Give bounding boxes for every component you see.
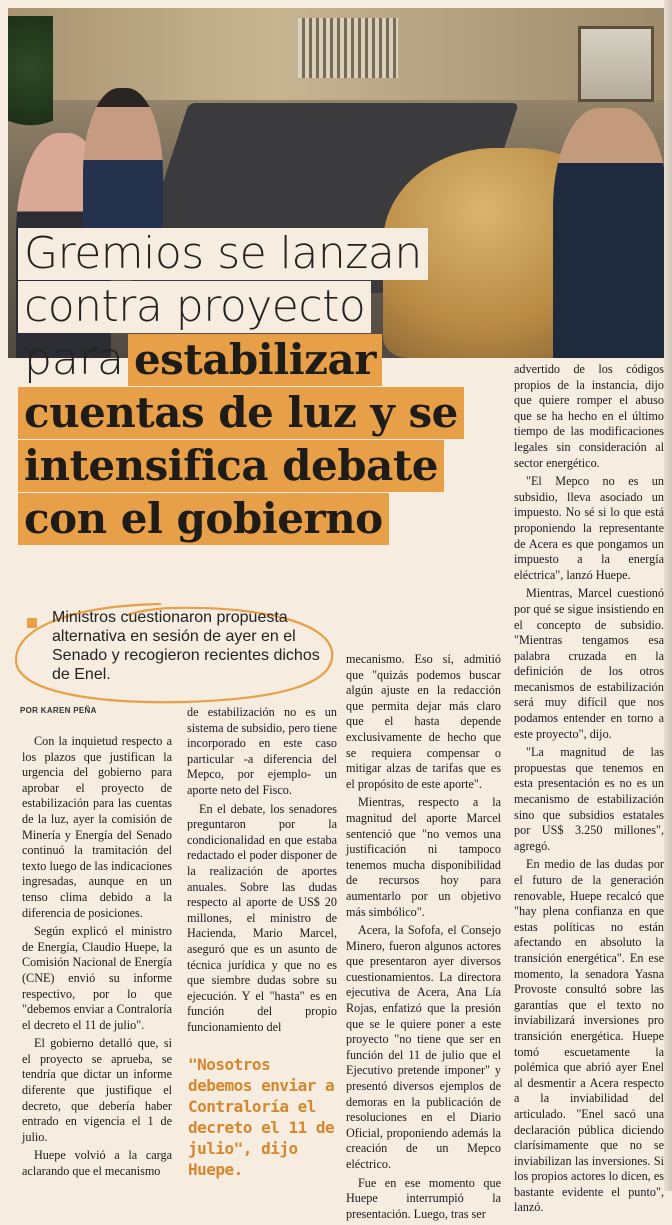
headline-line-2: contra proyecto [18,281,371,333]
article-column-1 [22,734,172,1183]
paragraph: mecanismo. Eso sí, admitió que "quizás podemos buscar algún ajuste en la redacción que permita dejar más claro que el hasta depende exclusivamente de hecho que se requiera compensar o mitigar alzas de tarifas que es el propósito de este aporte". [346,652,501,791]
paragraph: "El Mepco no es un subsidio, lleva asociado un impuesto. No sé si lo que está proponiendo la representante de Acera es que pongamos un impuesto a la energía eléctrica", lanzó Huepe. [514,474,664,582]
paragraph: Con la inquietud respecto a los plazos que justifican la urgencia del gobierno para aprobar el proyecto de estabilización para las cuentas de la luz, ayer la comisión de Minería y Energía del Senado continuó la tramitación del texto luego de las indicaciones ingresadas, aunque en un tenso clima debido a la diferencia de posiciones. [22,734,172,920]
paragraph: advertido de los códigos propios de la instancia, dijo que quiere romper el abuso que se ha hecho en el último tiempo de las modificaciones legales sin consideración al sector energético. [514,362,664,470]
paragraph: Acera, la Sofofa, el Consejo Minero, fueron algunos actores que presentaron ayer diversos cuestionamientos. La directora ejecutiva de Acera, Ana Lía Rojas, enfatizó que la presión que se le quiere poner a este proyecto "no tiene que ser en función del 11 de julio que el Ejecutivo pretende imponer" y presentó diversos ejemplos de demoras en la publicación de resoluciones en el Diario Oficial, proponiendo además la creación de un Mepco eléctrico. [346,923,501,1171]
page-edge [664,0,672,1191]
article-column-4 [514,362,664,1219]
headline-line-3-plain: para [24,334,124,385]
headline [18,228,538,546]
pull-quote: "Nosotros debemos enviar a Contraloría el decreto el 11 de julio", dijo Huepe. [188,1055,335,1179]
headline-line-6: con el gobierno [18,493,389,545]
headline-line-4: cuentas de luz y se [18,387,464,439]
photo-bookshelf [298,18,398,78]
headline-line-5: intensifica debate [18,440,444,492]
paragraph: El gobierno detalló que, si el proyecto se aprueba, se tendría que dictar un informe diferente que justifique el decreto, que debería haber entrado en vigencia el 1 de julio. [22,1036,172,1144]
article-column-3 [346,652,501,1225]
photo-person-right [553,108,664,358]
photo-plant [8,16,53,146]
headline-line-3-bold: estabilizar [128,334,382,386]
paragraph: Según explicó el ministro de Energía, Claudio Huepe, la Comisión Nacional de Energía (CNE) envió su informe respectivo, por lo que "debemos enviar a Contraloría el decreto el 11 de julio". [22,924,172,1032]
lead-block [10,598,340,708]
paragraph: En el debate, los senadores preguntaron por la condicionalidad en que estaba redactado el poder disponer de la realización de aportes anuales. Sobre las dudas respecto al aporte de US$ 20 millones, el ministro de Hacienda, Mario Marcel, aseguró que es un asunto de técnica jurídica y que no es que siembre dudas sobre su ejecución. Y el "hasta" es en función del propio funcionamiento del [187,801,337,1034]
paragraph: "La magnitud de las propuestas que tenemos en esta presentación es no es un mecanismo de estabilización sino que subsidios estatales por US$ 3.250 millones", agregó. [514,745,664,853]
photo-window [578,26,654,102]
lead-bullet [27,618,37,628]
article-column-2 [187,705,337,1038]
paragraph: Mientras, respecto a la magnitud del aporte Marcel sentenció que "no vemos una justificación ni tampoco tenemos mucha disponibilidad de recursos hoy para aumentarlo por un objetivo más simbólico". [346,795,501,919]
byline: POR KAREN PEÑA [20,706,97,715]
headline-line-1: Gremios se lanzan [18,228,428,280]
paragraph: de estabilización no es un sistema de subsidio, pero tiene incorporado en este caso particular -a diferencia del Mepco, por ejemplo- un aporte neto del Fisco. [187,705,337,797]
paragraph: En medio de las dudas por el futuro de la generación renovable, Huepe recalcó que "hay plena confianza en que estas políticas no están afectando en absoluto la transición energética". En ese momento, la senadora Yasna Provoste consultó sobre las garantías que el texto no inviabilizará inversiones pro transición energética. Huepe tomó escuetamente la polémica que abrió ayer Enel al desmentir a Acera respecto a la inviabilidad del articulado. "Enel sacó una declaración pública diciendo clarísimamente que no se inviabilizan las inversiones. Si los propios actores lo dicen, es bastante evidente el punto", lanzó. [514,857,664,1215]
paragraph: Fue en ese momento que Huepe interrumpió la presentación. Luego, tras ser [346,1175,501,1221]
paragraph: Huepe volvió a la carga aclarando que el mecanismo [22,1148,172,1179]
paragraph: Mientras, Marcel cuestionó por qué se sigue insistiendo en el concepto de subsidio. "Mientras tengamos esa palabra cruzada en la definición de los otros mecanismos de estabilización será muy difícil que nos podamos entender en torno a este proyecto", dijo. [514,586,664,741]
lead-text: Ministros cuestionaron propuesta alternativa en sesión de ayer en el Senado y recogieron recientes dichos de Enel. [52,609,320,683]
